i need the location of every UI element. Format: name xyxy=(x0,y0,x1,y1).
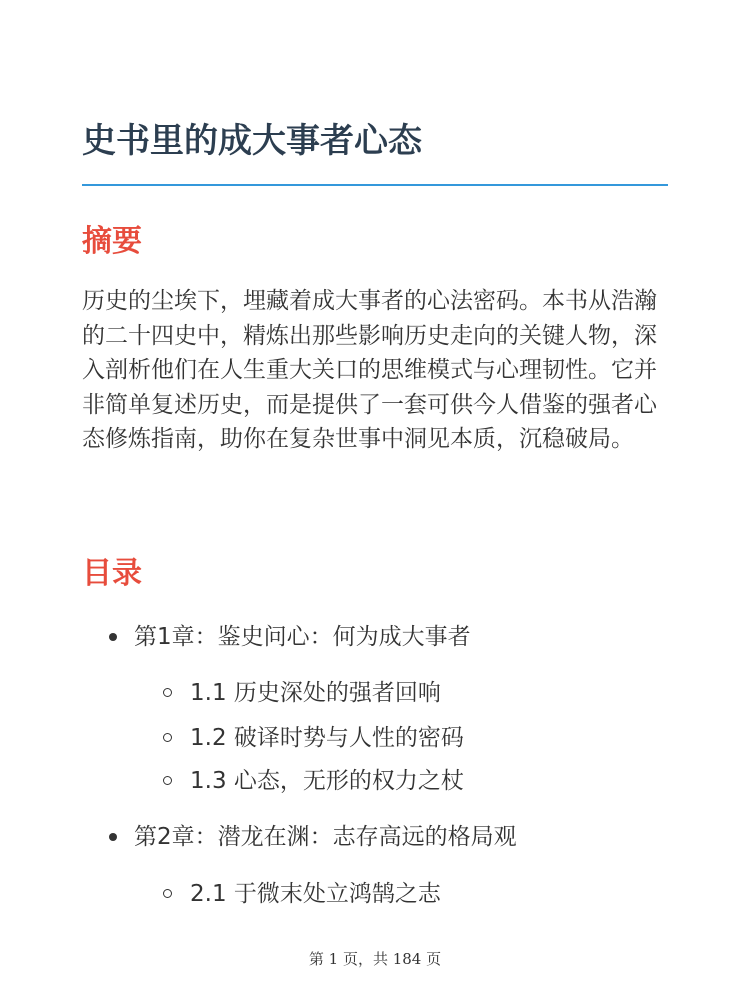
bullet-icon xyxy=(109,633,117,641)
toc-section-label: 2.1 于微末处立鸿鹄之志 xyxy=(190,881,441,907)
toc-section-1-2[interactable] xyxy=(190,721,464,755)
hollow-bullet-icon xyxy=(163,776,172,785)
page-number: 第 1 页，共 184 页 xyxy=(308,950,442,968)
abstract-heading: 摘要 xyxy=(82,224,142,259)
toc-chapter-1[interactable] xyxy=(134,620,471,654)
document-title: 史书里的成大事者心态 xyxy=(82,121,422,161)
toc-chapter-label: 第1章：鉴史问心：何为成大事者 xyxy=(134,624,471,650)
toc-section-label: 1.2 破译时势与人性的密码 xyxy=(190,725,464,751)
toc-heading: 目录 xyxy=(82,556,142,591)
hollow-bullet-icon xyxy=(163,733,172,742)
toc-section-2-1[interactable] xyxy=(190,877,441,911)
hollow-bullet-icon xyxy=(163,889,172,898)
toc-section-label: 1.3 心态，无形的权力之杖 xyxy=(190,768,464,794)
abstract-paragraph: 历史的尘埃下，埋藏着成大事者的心法密码。本书从浩瀚的二十四史中，精炼出那些影响历史走向的关键人物，深入剖析他们在人生重大关口的思维模式与心理韧性。它并非简单复述历史，而是提供了一套可供今人借鉴的强者心态修炼指南，助你在复杂世事中洞见本质，沉稳破局。 xyxy=(82,288,657,453)
toc-section-label: 1.1 历史深处的强者回响 xyxy=(190,680,441,706)
toc-section-1-1[interactable] xyxy=(190,676,441,710)
toc-section-1-3[interactable] xyxy=(190,764,464,798)
bullet-icon xyxy=(109,833,117,841)
toc-chapter-2[interactable] xyxy=(134,820,517,854)
toc-chapter-label: 第2章：潜龙在渊：志存高远的格局观 xyxy=(134,824,517,850)
hollow-bullet-icon xyxy=(163,688,172,697)
title-divider xyxy=(82,184,668,186)
